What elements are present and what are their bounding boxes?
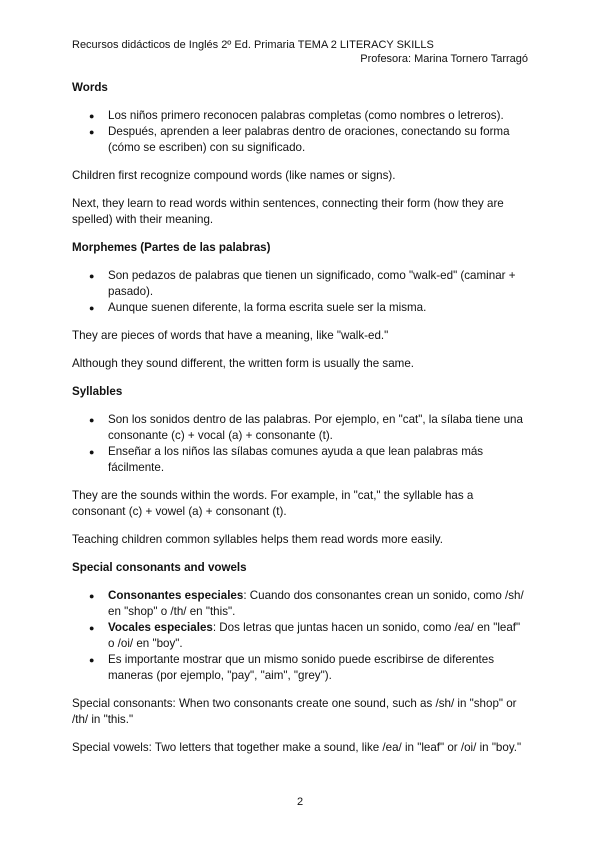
section-title-morphemes: Morphemes (Partes de las palabras) (72, 241, 271, 254)
paragraph: Next, they learn to read words within sentences, connecting their form (how they are spelled) with their meaning. (72, 197, 504, 226)
list-item: ● Es importante mostrar que un mismo sonido puede escribirse de diferentes maneras (por ejemplo, "pay", "aim", "grey"). (72, 652, 528, 684)
paragraph: Children first recognize compound words (like names or signs). (72, 169, 396, 182)
paragraph: Teaching children common syllables helps them read words more easily. (72, 533, 443, 546)
definition-text: : Dos letras que juntas hacen un sonido, como /ea/ en "leaf" o /oi/ en "boy". (108, 621, 521, 650)
section-title-special: Special consonants and vowels (72, 561, 247, 574)
list-item: ● Son pedazos de palabras que tienen un significado, como "walk-ed" (caminar + pasado). (72, 268, 528, 300)
header-author: Profesora: Marina Tornero Tarragó (360, 53, 528, 65)
bullet-list-syllables (72, 412, 528, 476)
list-item (72, 588, 528, 620)
page-number: 2 (296, 796, 304, 808)
term-consonantes: Consonantes especiales (108, 589, 244, 602)
list-item: ● Aunque suenen diferente, la forma escrita suele ser la misma. (72, 300, 528, 316)
definition-text: : Cuando dos consonantes crean un sonido, como /sh/ en "shop" o /th/ en "this". (108, 589, 524, 618)
list-item: ● Son los sonidos dentro de las palabras. Por ejemplo, en "cat", la sílaba tiene una consonante (c) + vocal (a) + consonante (t). (72, 412, 528, 444)
term-vocales: Vocales especiales (108, 621, 213, 634)
paragraph: Special consonants: When two consonants create one sound, such as /sh/ in "shop" or /th/ in "this." (72, 697, 517, 726)
section-title-words: Words (72, 81, 108, 94)
paragraph: Although they sound different, the written form is usually the same. (72, 357, 414, 370)
page-header (72, 38, 528, 66)
paragraph: They are pieces of words that have a meaning, like "walk-ed." (72, 329, 389, 342)
paragraph: Special vowels: Two letters that together make a sound, like /ea/ in "leaf" or /oi/ in "boy." (72, 741, 522, 754)
document-body (72, 80, 528, 768)
bullet-list-morphemes (72, 268, 528, 316)
paragraph: They are the sounds within the words. For example, in "cat," the syllable has a consonant (c) + vowel (a) + consonant (t). (72, 489, 474, 518)
list-item (72, 620, 528, 652)
list-item: ● Los niños primero reconocen palabras completas (como nombres o letreros). (72, 108, 528, 124)
bullet-list-special (72, 588, 528, 684)
header-title: Recursos didácticos de Inglés 2º Ed. Primaria TEMA 2 LITERACY SKILLS (72, 39, 434, 51)
list-item: ● Después, aprenden a leer palabras dentro de oraciones, conectando su forma (cómo se escriben) con su significado. (72, 124, 528, 156)
bullet-list-words (72, 108, 528, 156)
list-item: ● Enseñar a los niños las sílabas comunes ayuda a que lean palabras más fácilmente. (72, 444, 528, 476)
section-title-syllables: Syllables (72, 385, 123, 398)
